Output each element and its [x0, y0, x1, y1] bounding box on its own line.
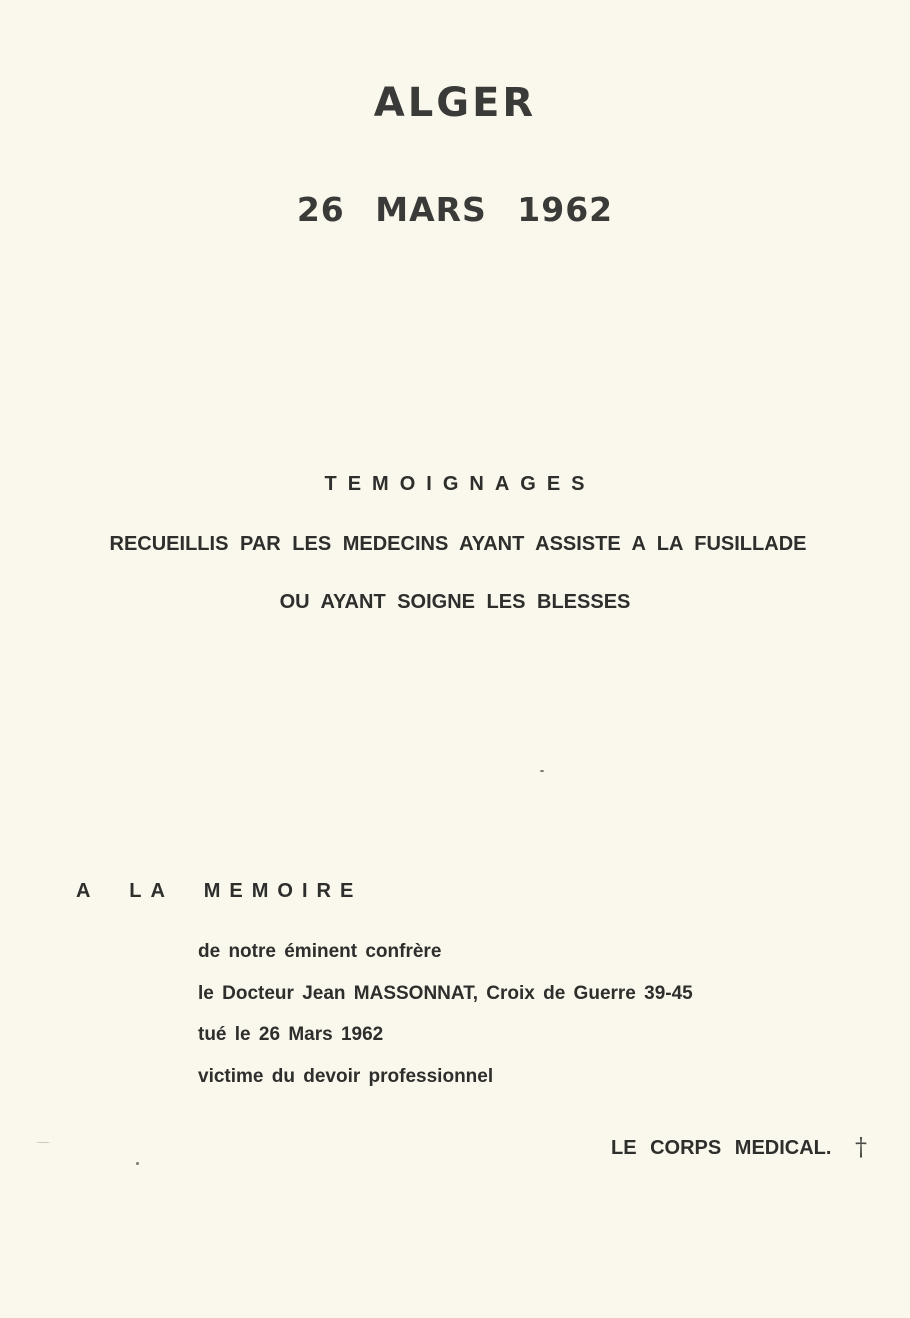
date-title: 26 MARS 1962	[296, 190, 614, 229]
dedication-line: victime du devoir professionnel	[198, 1065, 494, 1087]
temoignages-heading: TEMOIGNAGES	[324, 473, 596, 495]
paper-speck	[136, 1162, 139, 1165]
subtitle-line-3: OU AYANT SOIGNE LES BLESSES	[279, 591, 631, 613]
city-title: ALGER	[373, 80, 537, 126]
subtitle-line-2: RECUEILLIS PAR LES MEDECINS AYANT ASSISTE A LA FUSILLADE	[109, 533, 807, 555]
dedication-text	[198, 938, 693, 1104]
signature: LE CORPS MEDICAL.	[611, 1137, 832, 1159]
dedication-line: de notre éminent confrère	[198, 941, 442, 962]
paper-speck	[540, 770, 544, 772]
dedication-line: tué le 26 Mars 1962	[198, 1024, 384, 1045]
dedication-line: le Docteur Jean MASSONNAT, Croix de Guerre 39-45	[198, 982, 693, 1004]
dedication-heading: A LA MEMOIRE	[76, 880, 363, 902]
paper-speck	[36, 1142, 50, 1143]
cross-mark: †	[855, 1133, 867, 1161]
